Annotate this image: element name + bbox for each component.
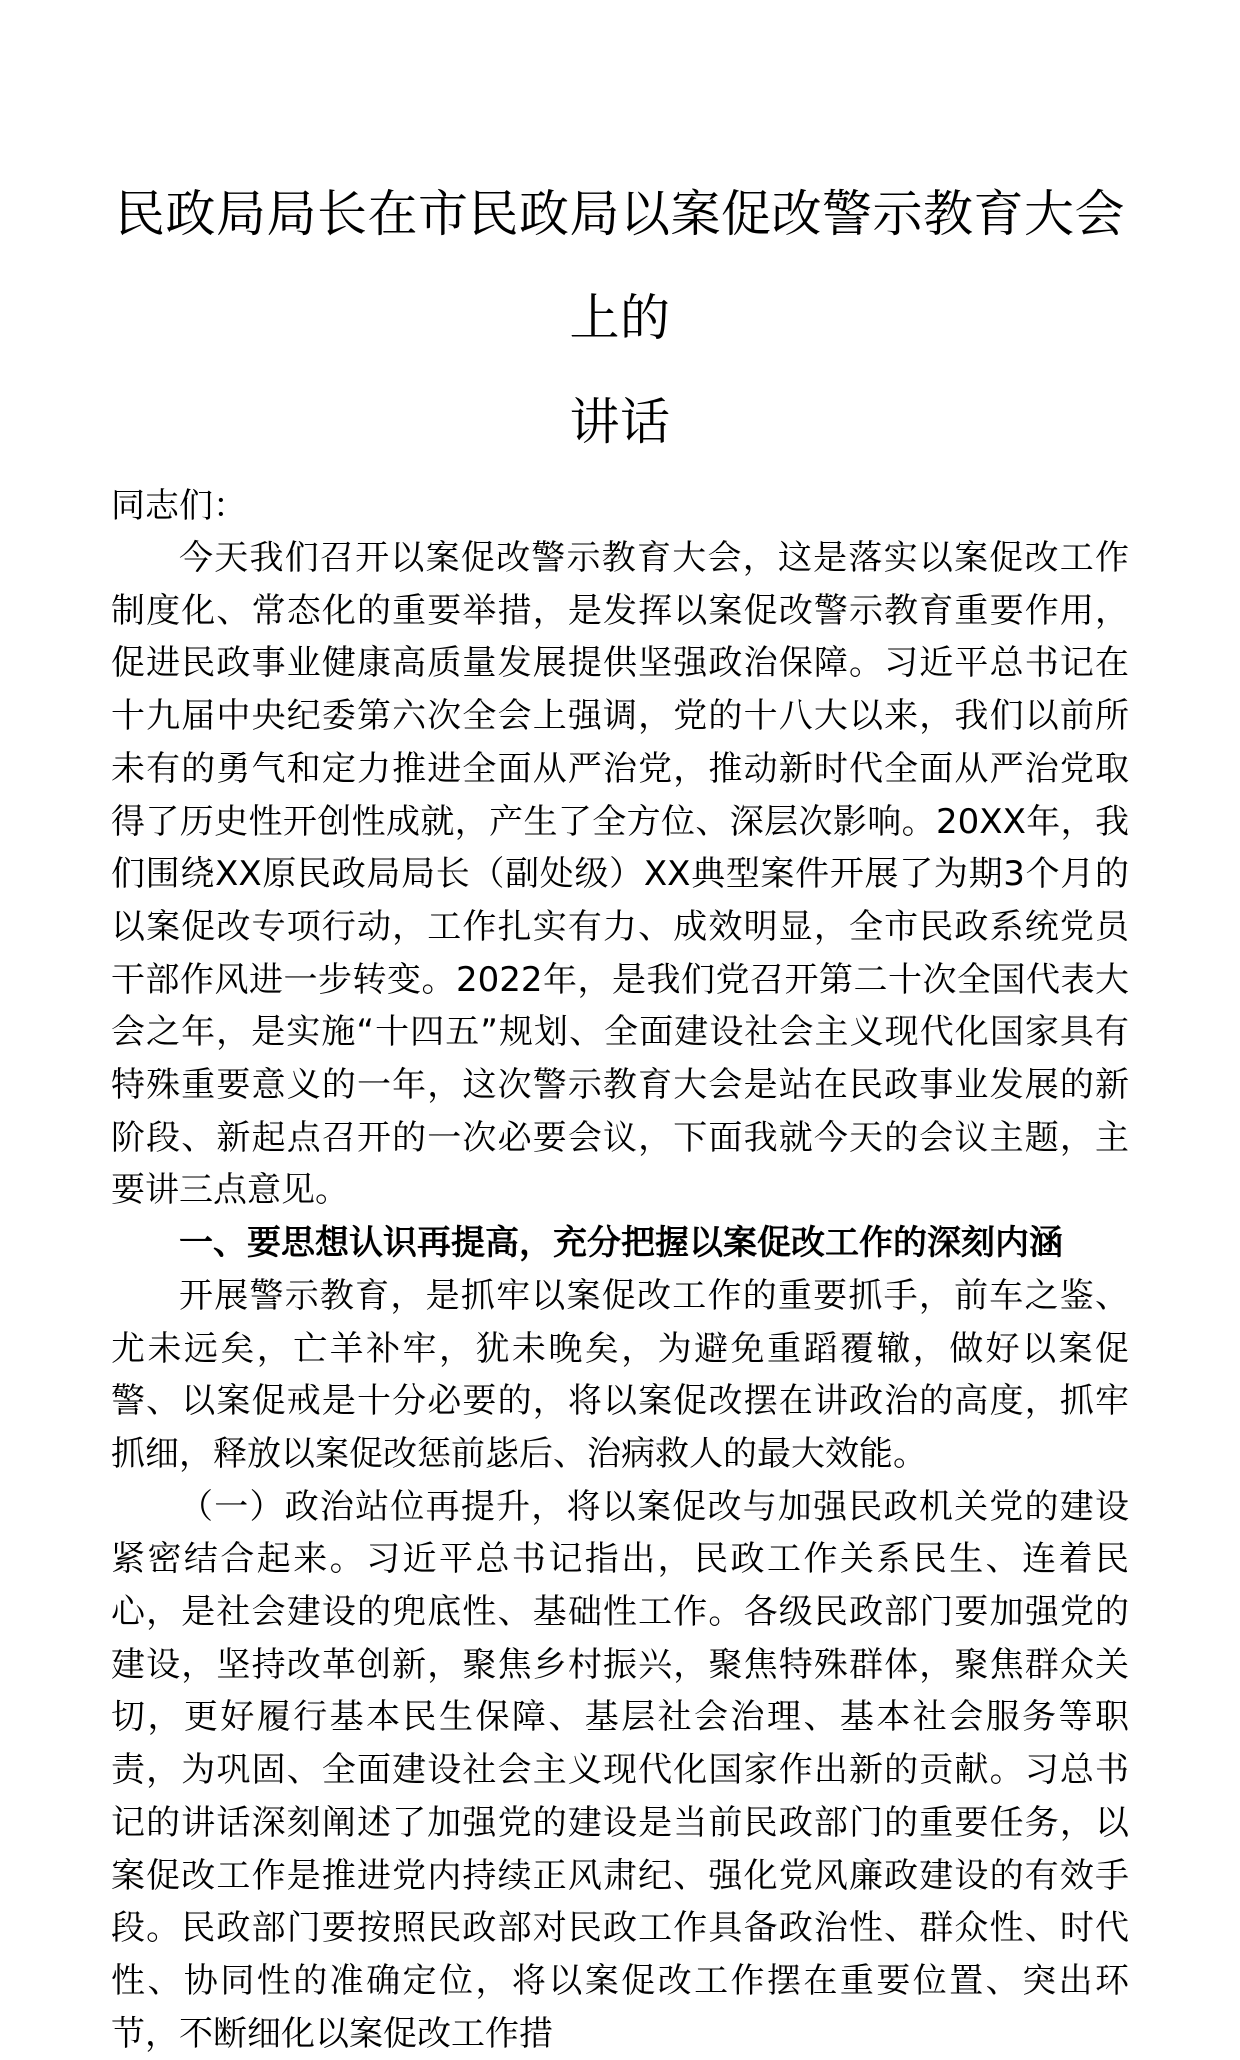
title-line-1: 民政局局长在市民政局以案促改警示教育大会上的: [115, 185, 1125, 347]
document-title: [111, 0, 1129, 474]
paragraph-section-1: 开展警示教育，是抓牢以案促改工作的重要抓手，前车之鉴、尤未远矣，亡羊补牢，犹未晚矣，为避免重蹈覆辙，做好以案促警、以案促戒是十分必要的，将以案促改摆在讲政治的高度，抓牢抓细，释放以案促改惩前毖后、治病救人的最大效能。: [111, 1275, 1129, 1474]
title-line-2: 讲话: [569, 393, 671, 451]
section-heading-1: 一、要思想认识再提高，充分把握以案促改工作的深刻内涵: [179, 1223, 1063, 1264]
document-content: [111, 0, 1129, 2060]
paragraph-intro: 今天我们召开以案促改警示教育大会，这是落实以案促改工作制度化、常态化的重要举措，是发挥以案促改警示教育重要作用，促进民政事业健康高质量发展提供坚强政治保障。习近平总书记在十九届中央纪委第六次全会上强调，党的十八大以来，我们以前所未有的勇气和定力推进全面从严治党，推动新时代全面从严治党取得了历史性开创性成就，产生了全方位、深层次影响。20XX年，我们围绕XX原民政局局长（副处级）XX典型案件开展了为期3个月的以案促改专项行动，工作扎实有力、成效明显，全市民政系统党员干部作风进一步转变。2022年，是我们党召开第二十次全国代表大会之年，是实施“十四五”规划、全面建设社会主义现代化国家具有特殊重要意义的一年，这次警示教育大会是站在民政事业发展的新阶段、新起点召开的一次必要会议，下面我就今天的会议主题，主要讲三点意见。: [111, 538, 1129, 1211]
paragraph-subsection-1: （一）政治站位再提升，将以案促改与加强民政机关党的建设紧密结合起来。习近平总书记指出，民政工作关系民生、连着民心，是社会建设的兜底性、基础性工作。各级民政部门要加强党的建设，坚持改革创新，聚焦乡村振兴，聚焦特殊群体，聚焦群众关切，更好履行基本民生保障、基层社会治理、基本社会服务等职责，为巩固、全面建设社会主义现代化国家作出新的贡献。习总书记的讲话深刻阐述了加强党的建设是当前民政部门的重要任务，以案促改工作是推进党内持续正风肃纪、强化党风廉政建设的有效手段。民政部门要按照民政部对民政工作具备政治性、群众性、时代性、协同性的准确定位，将以案促改工作摆在重要位置、突出环节，不断细化以案促改工作措: [111, 1486, 1129, 2054]
salutation: 同志们：: [111, 486, 247, 526]
